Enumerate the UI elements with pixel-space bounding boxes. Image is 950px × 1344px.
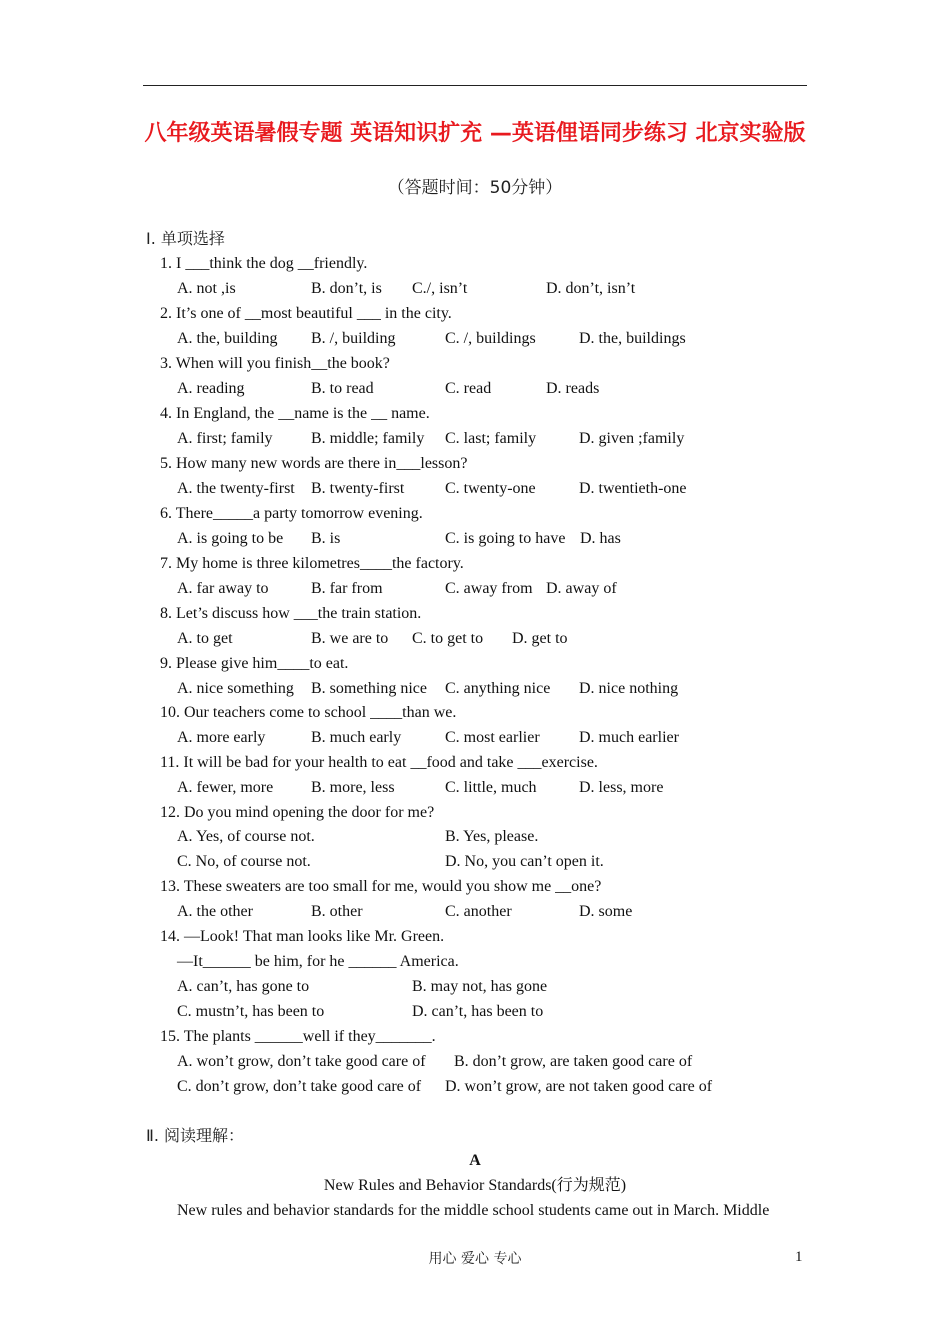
option-b: B. middle; family [311,430,425,447]
page-number: 1 [795,1249,803,1265]
option-c: C. to get to [412,630,484,647]
option-d: D. can’t, has been to [412,1003,544,1020]
option-b: B. /, building [311,330,396,347]
option-a: A. not ,is [177,280,236,297]
option-a: A. nice something [177,680,294,697]
option-a: A. can’t, has gone to [177,978,310,995]
question-stem-reply: —It______ be him, for he ______ America. [177,953,459,970]
option-a: A. won’t grow, don’t take good care of [177,1053,426,1070]
option-d: D. won’t grow, are not taken good care of [445,1078,713,1095]
option-d: D. reads [546,380,600,397]
option-a: A. the other [177,903,253,920]
question-stem: 10. Our teachers come to school ____than we. [160,704,457,721]
option-c: C. anything nice [445,680,551,697]
question-stem: 11. It will be bad for your health to eat __food and take ___exercise. [160,754,598,771]
option-b: B. much early [311,729,402,746]
option-d: D. away of [546,580,617,597]
time-note: （答题时间：50分钟） [387,178,563,198]
question-stem: 6. There_____a party tomorrow evening. [160,505,423,522]
section-2-heading: Ⅱ. 阅读理解： [146,1126,245,1145]
option-a: A. first; family [177,430,273,447]
question-stem: 4. In England, the __name is the __ name. [160,405,430,422]
option-c: C. away from [445,580,533,597]
option-d: D. the, buildings [579,330,686,347]
option-b: B. far from [311,580,383,597]
option-d: D. less, more [579,779,664,796]
option-b: B. other [311,903,363,920]
question-stem: 2. It’s one of __most beautiful ___ in the city. [160,305,452,322]
option-a: A. reading [177,380,245,397]
option-c: C. read [445,380,492,397]
section-1-heading: Ⅰ. 单项选择 [146,229,225,248]
option-a: A. to get [177,630,233,647]
option-c: C. /, buildings [445,330,536,347]
question-stem: 3. When will you finish__the book? [160,355,390,372]
option-d: D. nice nothing [579,680,679,697]
option-d: D. twentieth-one [579,480,687,497]
header-rule [143,85,807,86]
option-b: B. may not, has gone [412,978,548,995]
passage-label: A [469,1152,481,1169]
option-b: B. we are to [311,630,389,647]
option-c: C. No, of course not. [177,853,311,870]
option-d: D. No, you can’t open it. [445,853,604,870]
option-c: C. another [445,903,512,920]
option-b: B. more, less [311,779,395,796]
question-stem: 12. Do you mind opening the door for me? [160,804,435,821]
option-b: B. something nice [311,680,427,697]
option-b: B. to read [311,380,374,397]
option-a: A. more early [177,729,266,746]
question-stem: 14. —Look! That man looks like Mr. Green. [160,928,445,945]
passage-title: New Rules and Behavior Standards(行为规范) [323,1177,627,1194]
option-b: B. don’t grow, are taken good care of [454,1053,693,1070]
option-d: D. given ;family [579,430,685,447]
option-c: C. don’t grow, don’t take good care of [177,1078,422,1095]
option-c: C. mustn’t, has been to [177,1003,325,1020]
option-d: D. has [580,530,621,547]
option-a: A. the, building [177,330,278,347]
option-d: D. some [579,903,633,920]
page-title: 八年级英语暑假专题 英语知识扩充 —英语俚语同步练习 北京实验版 [144,121,806,146]
option-a: A. fewer, more [177,779,274,796]
option-c: C. is going to have [445,530,566,547]
option-c: C. most earlier [445,729,540,746]
option-c: C./, isn’t [412,280,468,297]
option-d: D. much earlier [579,729,679,746]
question-stem: 7. My home is three kilometres____the factory. [160,555,464,572]
question-stem: 13. These sweaters are too small for me, would you show me __one? [160,878,602,895]
option-a: A. far away to [177,580,269,597]
option-d: D. don’t, isn’t [546,280,636,297]
footer-motto: 用心 爱心 专心 [428,1251,522,1267]
passage-text: New rules and behavior standards for the middle school students came out in March. Middle [177,1202,770,1219]
question-stem: 8. Let’s discuss how ___the train station. [160,605,422,622]
option-b: B. twenty-first [311,480,405,497]
option-c: C. twenty-one [445,480,536,497]
option-c: C. last; family [445,430,537,447]
option-a: A. is going to be [177,530,284,547]
option-b: B. is [311,530,341,547]
question-stem: 15. The plants ______well if they_______. [160,1028,436,1045]
option-b: B. don’t, is [311,280,382,297]
question-stem: 5. How many new words are there in___lesson? [160,455,468,472]
option-d: D. get to [512,630,568,647]
option-b: B. Yes, please. [445,828,539,845]
option-a: A. the twenty-first [177,480,295,497]
option-a: A. Yes, of course not. [177,828,315,845]
question-stem: 9. Please give him____to eat. [160,655,349,672]
option-c: C. little, much [445,779,537,796]
question-stem: 1. I ___think the dog __friendly. [160,255,368,272]
